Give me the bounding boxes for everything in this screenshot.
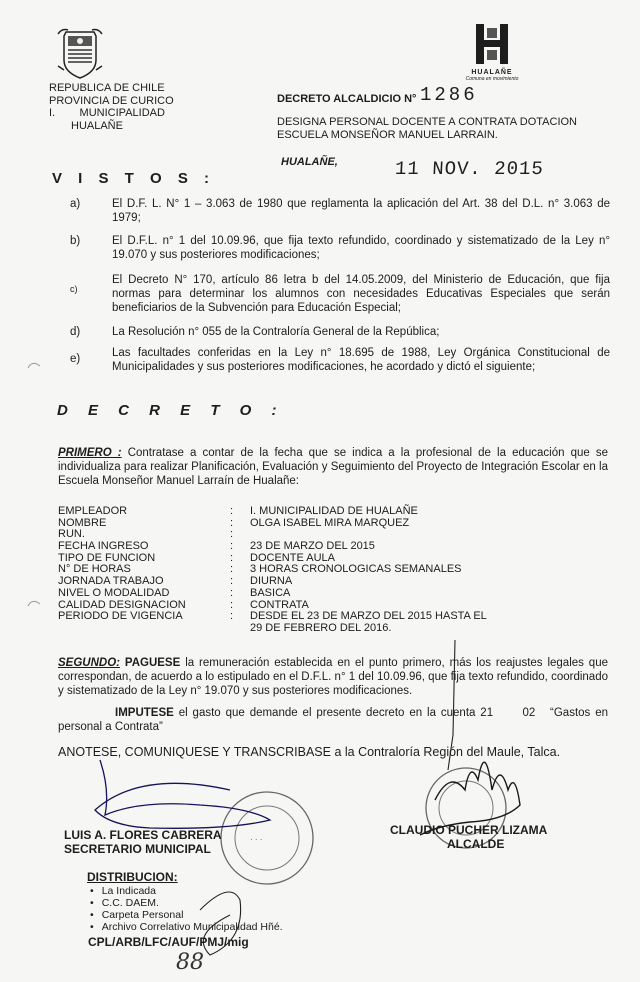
segundo-text: la remuneración establecida en el punto primero, más los reajustes legales que correspondan, de acuerdo a lo estipulado en el D.F.L. n° 1 del 10.09.96, que fija texto refundido, coordinado y sistematizado de la Ley n° 19.070 y sus posteriores modificaciones. (58, 657, 608, 697)
right-signatory-name: CLAUDIO PUCHER LIZAMA (390, 823, 548, 837)
decree-place: HUALAÑE, (281, 156, 338, 168)
author-initials: CPL/ARB/LFC/AUF/PMJ/mig (88, 935, 249, 949)
vistos-item-text: El D.F.L. n° 1 del 10.09.96, que fija texto refundido, coordinado y sistematizado de la Ley n° 19.070 y sus posteriores modificaciones; (112, 235, 610, 261)
imputese-bold: IMPUTESE (115, 707, 174, 719)
vistos-heading: V I S T O S : (52, 170, 216, 187)
vistos-item-text: La Resolución n° 055 de la Contraloría General de la República; (112, 326, 440, 338)
decree-label: DECRETO ALCALDICIO N° (277, 93, 417, 105)
vistos-item-label: b) (70, 235, 81, 247)
vistos-item-text: Las facultades conferidas en la Ley n° 18.695 de 1988, Ley Orgánica Constitucional de Municipalidades y sus posteriores modificaciones, he acordado y dictó el siguiente; (112, 347, 610, 373)
imputese-text: el gasto que demande el presente decreto en la cuenta 21 02 “Gastos en personal a Contrata” (58, 707, 612, 733)
decreto-heading: D E C R E T O : (57, 402, 285, 419)
field-value: DIURNA (250, 575, 293, 588)
distribution-item: • Carpeta Personal (90, 909, 283, 921)
distribution-title: DISTRIBUCION: (87, 870, 178, 884)
distribution-item: • La Indicada (90, 885, 283, 897)
issuer-line-commune: HUALAÑE (71, 119, 123, 132)
vistos-item-text: El D.F. L. N° 1 – 3.063 de 1980 que reglamenta la aplicación del Art. 38 del D.L. n° 3.063 de 1979; (112, 198, 610, 224)
field-value: DOCENTE AULA (250, 551, 335, 564)
vistos-item-label: a) (70, 198, 81, 210)
field-key: TIPO DE FUNCION (58, 551, 156, 564)
field-value: 23 DE MARZO DEL 2015 (250, 540, 375, 553)
field-key: JORNADA TRABAJO (58, 575, 164, 588)
field-key: RUN. (58, 528, 85, 541)
decree-date-stamp: 11 NOV. 2015 (394, 158, 545, 180)
distribution-item: • C.C. DAEM. (90, 897, 283, 909)
field-key: EMPLEADOR (58, 505, 128, 517)
field-key: FECHA INGRESO (58, 540, 149, 553)
logo-text: HUALAÑE (471, 69, 513, 76)
svg-text:· · ·: · · · (250, 835, 263, 844)
field-key: N° DE HORAS (58, 563, 131, 576)
logo-subtext: Comuna en movimiento (465, 76, 519, 82)
vistos-item-label: d) (70, 326, 81, 338)
field-value: OLGA ISABEL MIRA MARQUEZ (250, 516, 410, 529)
vistos-item-label: e) (70, 353, 81, 365)
field-key: PERIODO DE VIGENCIA (58, 610, 183, 623)
field-key: CALIDAD DESIGNACION (58, 598, 186, 611)
field-key: NIVEL O MODALIDAD (58, 586, 170, 599)
field-key: NOMBRE (58, 516, 107, 529)
left-signature (95, 760, 270, 828)
distribution-list (90, 885, 283, 933)
field-value: BASICA (250, 586, 291, 599)
left-signatory-name: LUIS A. FLORES CABRERA (64, 828, 222, 842)
primero-text: Contratase a contar de la fecha que se indica a la profesional de la educación que se individualiza para realizar Planificación, Evaluación y Seguimiento del Proyecto de Integración Escolar en la Escuela Monseñor Manuel Larraín de Hualañe: (58, 447, 608, 487)
issuer-line-country: REPUBLICA DE CHILE (49, 82, 165, 94)
decree-subject: DESIGNA PERSONAL DOCENTE A CONTRATA DOTACION ESCUELA MONSEÑOR MANUEL LARRAIN. (277, 116, 577, 141)
segundo-bold: PAGUESE (124, 657, 181, 669)
issuer-line-muni: I. MUNICIPALIDAD (49, 107, 165, 119)
field-value: I. MUNICIPALIDAD DE HUALAÑE (250, 505, 418, 517)
anotese-line: ANOTESE, COMUNIQUESE Y TRANSCRIBASE a la Contraloría Región del Maule, Talca. (58, 745, 561, 759)
issuer-line-province: PROVINCIA DE CURICO (49, 94, 174, 107)
field-value: CONTRATA (250, 598, 309, 611)
vistos-item-label: c) (70, 284, 78, 294)
right-signatory (390, 823, 547, 851)
right-signatory-title: ALCALDE (447, 837, 505, 851)
segundo-label: SEGUNDO: (58, 657, 120, 669)
decree-number: 1286 (420, 84, 478, 106)
field-value: DESDE EL 23 DE MARZO DEL 2015 HASTA EL 29 DE FEBRERO DEL 2016. (250, 610, 487, 634)
left-signatory (64, 828, 222, 856)
left-seal-stamp (221, 792, 313, 884)
handwritten-number: 88 (176, 950, 204, 975)
vistos-item-text: El Decreto N° 170, artículo 86 letra b del 14.05.2009, del Ministerio de Educación, que fija normas para determinar los alumnos con necesidades Educativas Especiales que serán beneficiarios de la Subvención para Educación Especial; (112, 274, 610, 314)
field-value: 3 HORAS CRONOLOGICAS SEMANALES (250, 563, 462, 576)
left-signatory-title: SECRETARIO MUNICIPAL (64, 842, 211, 856)
distribution-item: • Archivo Correlativo Municipalidad Hñé. (90, 921, 283, 933)
primero-label: PRIMERO : (58, 447, 122, 459)
